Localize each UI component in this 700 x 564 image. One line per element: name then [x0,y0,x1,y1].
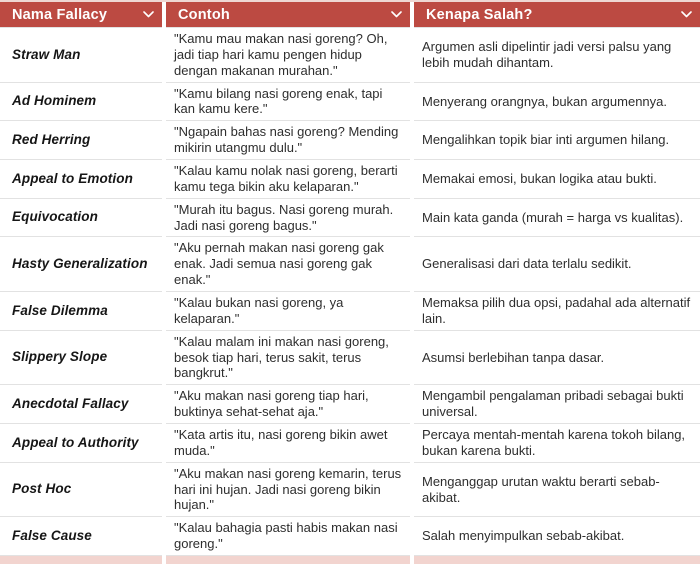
contoh-cell-text: "Kata artis itu, nasi goreng bikin awet muda." [174,427,388,458]
contoh-cell[interactable] [166,424,410,463]
empty-row-cell[interactable] [414,556,700,564]
fallacy-name-cell-text: Straw Man [12,46,81,62]
kenapa-cell-text: Menyerang orangnya, bukan argumennya. [422,93,667,109]
fallacy-name-cell-text: Ad Hominem [12,93,97,109]
contoh-cell-text: "Aku makan nasi goreng kemarin, terus hari ini hujan. Jadi nasi goreng bikin hujan." [174,465,402,513]
contoh-cell[interactable] [166,385,410,424]
fallacy-name-cell-text: Slippery Slope [12,349,108,365]
column-header-nama-fallacy[interactable] [0,2,162,28]
kenapa-cell-text: Percaya mentah-mentah karena tokoh bilang, bukan karena bukti. [422,427,686,458]
contoh-cell[interactable] [166,292,410,331]
fallacy-name-cell[interactable] [0,199,162,238]
kenapa-cell[interactable] [414,463,700,518]
chevron-down-icon[interactable] [143,11,154,18]
fallacy-name-cell-text: Appeal to Emotion [12,170,133,186]
chevron-down-icon[interactable] [681,11,692,18]
contoh-cell[interactable] [166,199,410,238]
kenapa-cell-text: Mengambil pengalaman pribadi sebagai bukti universal. [422,388,684,420]
kenapa-cell[interactable] [414,385,700,424]
fallacy-name-cell[interactable] [0,463,162,518]
fallacy-name-cell-text: False Dilemma [12,302,108,318]
contoh-cell-text: "Kalau bukan nasi goreng, ya kelaparan." [174,295,344,326]
fallacy-name-cell[interactable] [0,517,162,556]
kenapa-cell-text: Memaksa pilih dua opsi, padahal ada alternatif lain. [422,295,691,326]
empty-row-cell[interactable] [0,556,162,564]
kenapa-cell-text: Mengalihkan topik biar inti argumen hilang. [422,132,670,148]
fallacy-name-cell[interactable] [0,331,162,386]
fallacy-name-cell-text: Anecdotal Fallacy [12,395,129,411]
contoh-cell-text: "Kalau bahagia pasti habis makan nasi goreng." [174,520,398,552]
kenapa-cell[interactable] [414,83,700,122]
contoh-cell-text: "Kamu mau makan nasi goreng? Oh, jadi tiap hari kamu pengen hidup dengan makanan murahan." [174,31,388,78]
contoh-cell[interactable] [166,83,410,122]
contoh-cell[interactable] [166,160,410,199]
contoh-cell-text: "Kamu bilang nasi goreng enak, tapi kan kamu kere." [174,85,383,117]
kenapa-cell-text: Salah menyimpulkan sebab-akibat. [422,528,625,544]
table-grid [0,2,700,564]
fallacy-name-cell[interactable] [0,424,162,463]
contoh-cell-text: "Ngapain bahas nasi goreng? Mending mikirin utangmu dulu." [174,124,399,156]
fallacy-name-cell[interactable] [0,237,162,292]
contoh-cell-text: "Murah itu bagus. Nasi goreng murah. Jadi nasi goreng bagus." [174,201,394,233]
kenapa-cell-text: Argumen asli dipelintir jadi versi palsu yang lebih mudah dihantam. [422,38,672,70]
fallacy-name-cell-text: Equivocation [12,209,98,225]
contoh-cell-text: "Kalau malam ini makan nasi goreng, besok tiap hari, terus sakit, terus bangkrut." [174,333,389,381]
contoh-cell[interactable] [166,463,410,518]
contoh-cell-text: "Kalau kamu nolak nasi goreng, berarti kamu tega bikin aku kelaparan." [174,163,398,194]
contoh-cell[interactable] [166,331,410,386]
kenapa-cell[interactable] [414,160,700,199]
empty-row-cell[interactable] [166,556,410,564]
fallacy-name-cell-text: Hasty Generalization [12,256,148,271]
contoh-cell[interactable] [166,121,410,160]
kenapa-cell-text: Asumsi berlebihan tanpa dasar. [422,349,605,365]
kenapa-cell-text: Memakai emosi, bukan logika atau bukti. [422,170,657,186]
contoh-cell[interactable] [166,237,410,292]
kenapa-cell[interactable] [414,28,700,83]
contoh-cell-text: "Aku makan nasi goreng tiap hari, buktinya sehat-sehat aja." [174,388,369,420]
kenapa-cell[interactable] [414,331,700,386]
column-header-label: Nama Fallacy [12,6,108,23]
kenapa-cell[interactable] [414,121,700,160]
fallacy-name-cell[interactable] [0,385,162,424]
fallacy-name-cell[interactable] [0,160,162,199]
kenapa-cell-text: Menganggap urutan waktu berarti sebab-akibat. [422,473,660,505]
fallacy-name-cell-text: Post Hoc [12,481,72,497]
contoh-cell[interactable] [166,517,410,556]
column-header-kenapa-salah[interactable] [414,2,700,28]
contoh-cell[interactable] [166,28,410,83]
fallacy-name-cell[interactable] [0,292,162,331]
fallacy-name-cell[interactable] [0,28,162,83]
kenapa-cell-text: Main kata ganda (murah = harga vs kualitas). [422,209,684,225]
fallacy-name-cell[interactable] [0,121,162,160]
chevron-down-icon[interactable] [391,11,402,18]
kenapa-cell[interactable] [414,199,700,238]
contoh-cell-text: "Aku pernah makan nasi goreng gak enak. Jadi semua nasi goreng gak enak." [174,240,384,288]
kenapa-cell[interactable] [414,424,700,463]
fallacy-name-cell[interactable] [0,83,162,122]
fallacy-name-cell-text: Red Herring [12,131,91,147]
kenapa-cell[interactable] [414,517,700,556]
kenapa-cell[interactable] [414,292,700,331]
column-header-label: Contoh [178,6,230,23]
kenapa-cell-text: Generalisasi dari data terlalu sedikit. [422,256,632,272]
fallacy-name-cell-text: Appeal to Authority [12,434,139,450]
column-header-contoh[interactable] [166,2,410,28]
column-header-label: Kenapa Salah? [426,6,533,23]
fallacy-name-cell-text: False Cause [12,527,92,543]
kenapa-cell[interactable] [414,237,700,292]
